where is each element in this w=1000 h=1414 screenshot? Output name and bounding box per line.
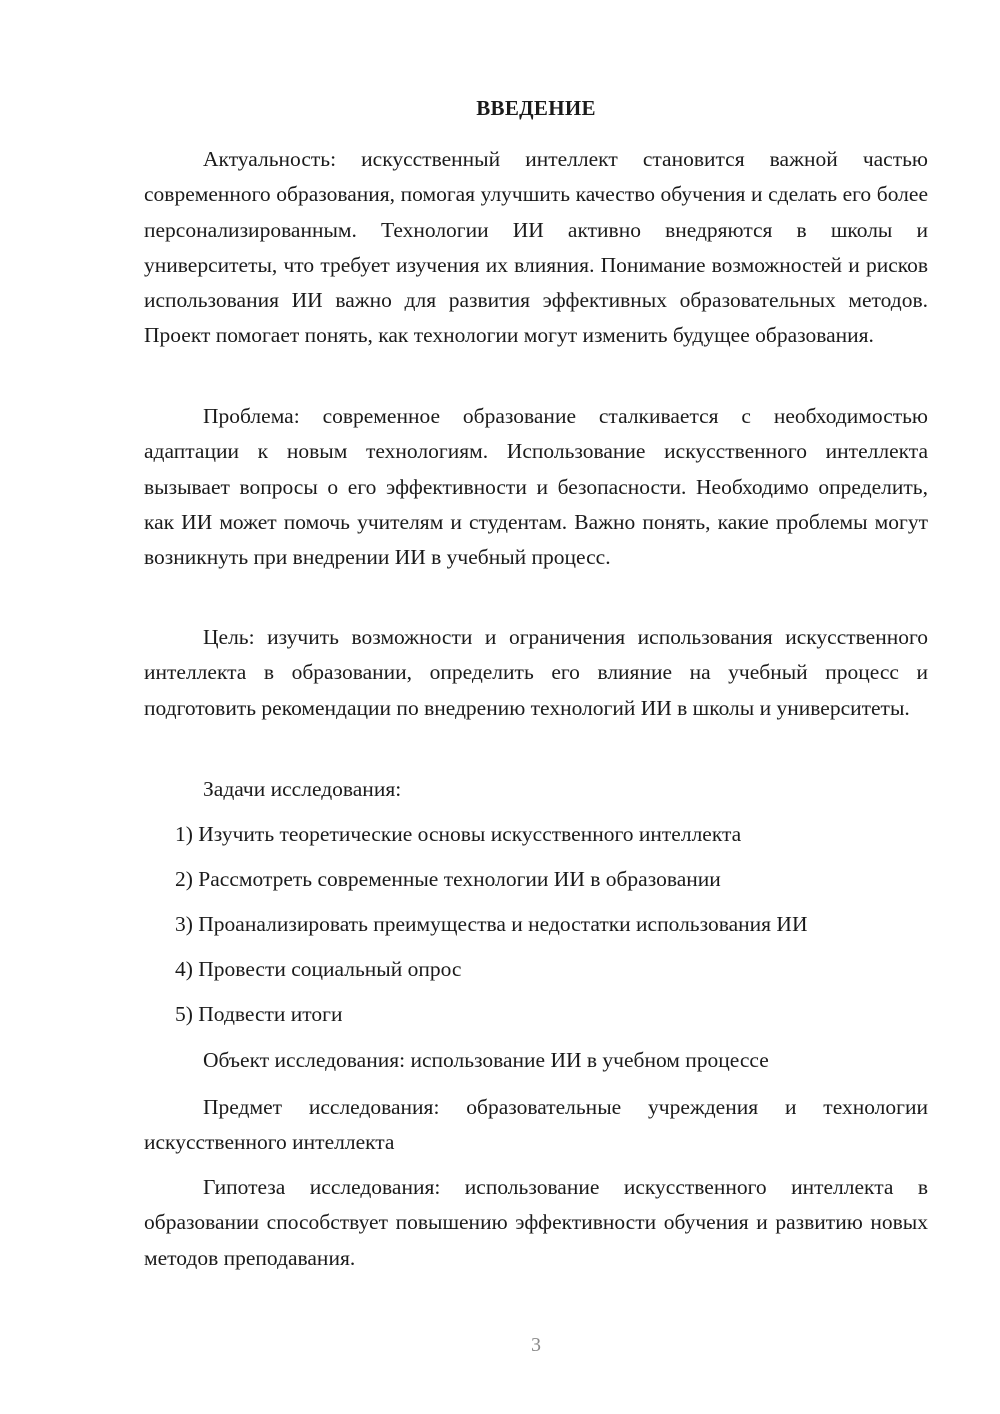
- page-number: 3: [531, 1334, 541, 1356]
- tasks-heading: Задачи исследования:: [203, 777, 402, 801]
- task-item-1: 1) Изучить теоретические основы искусственного интеллекта: [175, 822, 742, 846]
- task-item-2: 2) Рассмотреть современные технологии ИИ в образовании: [175, 867, 721, 891]
- task-item-4: 4) Провести социальный опрос: [175, 957, 462, 981]
- task-item-3: 3) Проанализировать преимущества и недостатки использования ИИ: [175, 912, 808, 936]
- task-item-5: 5) Подвести итоги: [175, 1002, 343, 1026]
- research-subject: Предмет исследования: образовательные учреждения и технологии искусственного интеллекта: [144, 1095, 928, 1155]
- research-hypothesis: Гипотеза исследования: использование искусственного интеллекта в образовании способствует повышению эффективности обучения и развитию новых методов преподавания.: [144, 1175, 928, 1270]
- research-object: Объект исследования: использование ИИ в учебном процессе: [203, 1048, 769, 1072]
- paragraph-relevance: Актуальность: искусственный интеллект становится важной частью современного образования, помогая улучшить качество обучения и сделать его более персонализированным. Технологии ИИ активно внедряются в школы и университеты, что требует изучения их влияния. Понимание возможностей и рисков использования ИИ важно для развития эффективных образовательных методов. Проект помогает понять, как технологии могут изменить будущее образования.: [144, 147, 928, 348]
- paragraph-goal: Цель: изучить возможности и ограничения использования искусственного интеллекта в образовании, определить его влияние на учебный процесс и подготовить рекомендации по внедрению технологий ИИ в школы и университеты.: [144, 625, 928, 720]
- paragraph-problem: Проблема: современное образование сталкивается с необходимостью адаптации к новым технологиям. Использование искусственного интеллекта вызывает вопросы о его эффективности и безопасности. Необходимо определить, как ИИ может помочь учителям и студентам. Важно понять, какие проблемы могут возникнуть при внедрении ИИ в учебный процесс.: [144, 404, 928, 570]
- section-title: ВВЕДЕНИЕ: [476, 96, 596, 120]
